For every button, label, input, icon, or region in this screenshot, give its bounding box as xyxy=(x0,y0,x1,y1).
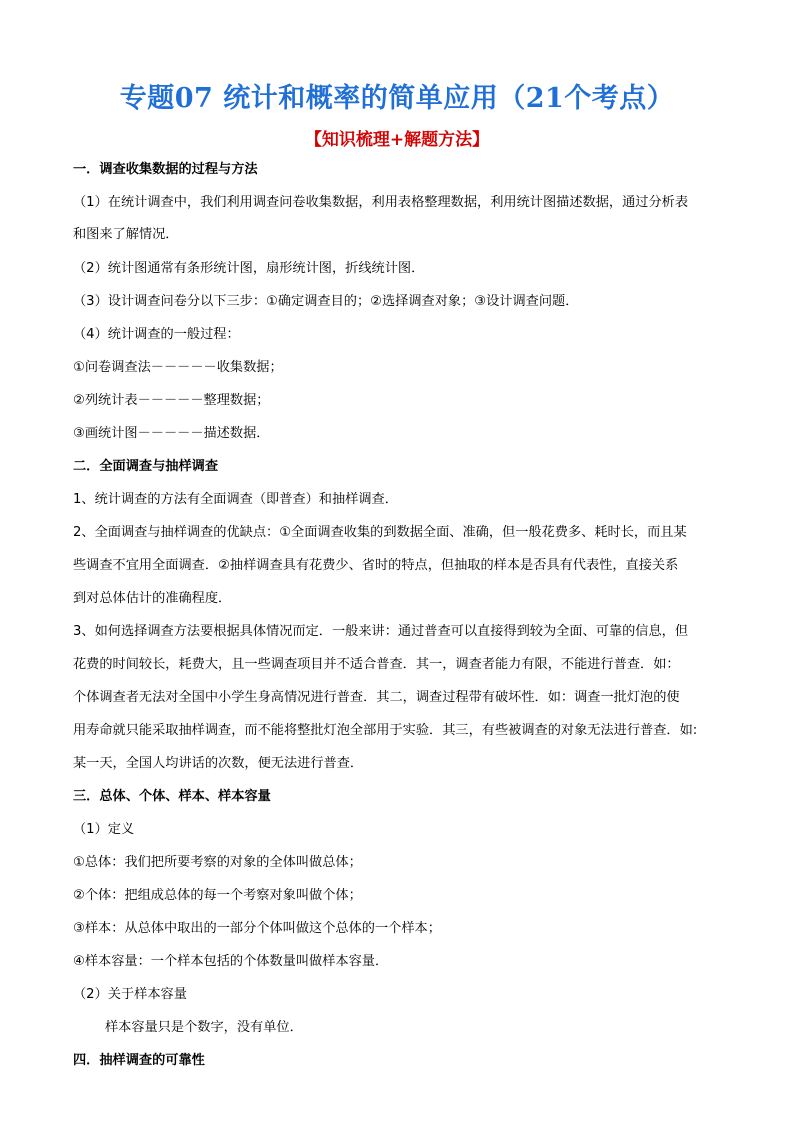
paragraph: 样本容量只是个数字，没有单位． xyxy=(105,1020,303,1035)
paragraph: 到对总体估计的准确程度． xyxy=(73,591,232,606)
paragraph: 些调查不宜用全面调查．②抽样调查具有花费少、省时的特点，但抽取的样本是否具有代表性，直接关系 xyxy=(73,558,679,573)
list-item: ①总体：我们把所要考察的对象的全体叫做总体； xyxy=(73,855,362,870)
paragraph: 用寿命就只能采取抽样调查，而不能将整批灯泡全部用于实验．其三，有些被调查的对象无法进行普查．如: xyxy=(73,723,698,738)
paragraph: 3、如何选择调查方法要根据具体情况而定．一般来讲：通过普查可以直接得到较为全面、可靠的信息，但 xyxy=(73,624,689,639)
list-item: ②列统计表－－－－－整理数据； xyxy=(73,393,270,408)
page-title: 专题07 统计和概率的简单应用（21个考点） xyxy=(119,83,675,114)
paragraph: （1）定义 xyxy=(73,822,135,837)
page-subtitle: 【知识梳理+解题方法】 xyxy=(304,130,490,150)
section-heading-2: 二．全面调查与抽样调查 xyxy=(73,459,219,474)
paragraph: （3）设计调查问卷分以下三步：①确定调查目的；②选择调查对象；③设计调查问题． xyxy=(73,294,579,309)
paragraph: 2、全面调查与抽样调查的优缺点：①全面调查收集的到数据全面、准确，但一般花费多、耗时长，而且某 xyxy=(73,525,687,540)
paragraph: 个体调查者无法对全国中小学生身高情况进行普查．其二，调查过程带有破坏性．如：调查一批灯泡的使 xyxy=(73,690,680,705)
list-item: ③画统计图－－－－－描述数据． xyxy=(73,426,270,441)
section-heading-4: 四．抽样调查的可靠性 xyxy=(73,1053,205,1068)
list-item: ④样本容量：一个样本包括的个体数量叫做样本容量． xyxy=(73,954,389,969)
list-item: ③样本：从总体中取出的一部分个体叫做这个总体的一个样本； xyxy=(73,921,441,936)
paragraph: （2）关于样本容量 xyxy=(73,987,187,1002)
paragraph: 花费的时间较长，耗费大，且一些调查项目并不适合普查．其一，调查者能力有限，不能进行普查．如： xyxy=(73,657,680,672)
paragraph: 某一天，全国人均讲话的次数，便无法进行普查． xyxy=(73,756,364,771)
document-body xyxy=(73,160,723,1083)
paragraph: （1）在统计调查中，我们利用调查问卷收集数据，利用表格整理数据，利用统计图描述数据，通过分析表 xyxy=(73,195,689,210)
paragraph: 1、统计调查的方法有全面调查（即普查）和抽样调查． xyxy=(73,492,398,507)
paragraph: 和图来了解情况． xyxy=(73,227,179,242)
section-heading-3: 三．总体、个体、样本、样本容量 xyxy=(73,789,271,804)
list-item: ②个体：把组成总体的每一个考察对象叫做个体； xyxy=(73,888,362,903)
paragraph: （2）统计图通常有条形统计图，扇形统计图，折线统计图． xyxy=(73,261,425,276)
list-item: ①问卷调查法－－－－－收集数据； xyxy=(73,360,283,375)
section-heading-1: 一．调查收集数据的过程与方法 xyxy=(73,162,258,177)
paragraph: （4）统计调查的一般过程： xyxy=(73,327,240,342)
